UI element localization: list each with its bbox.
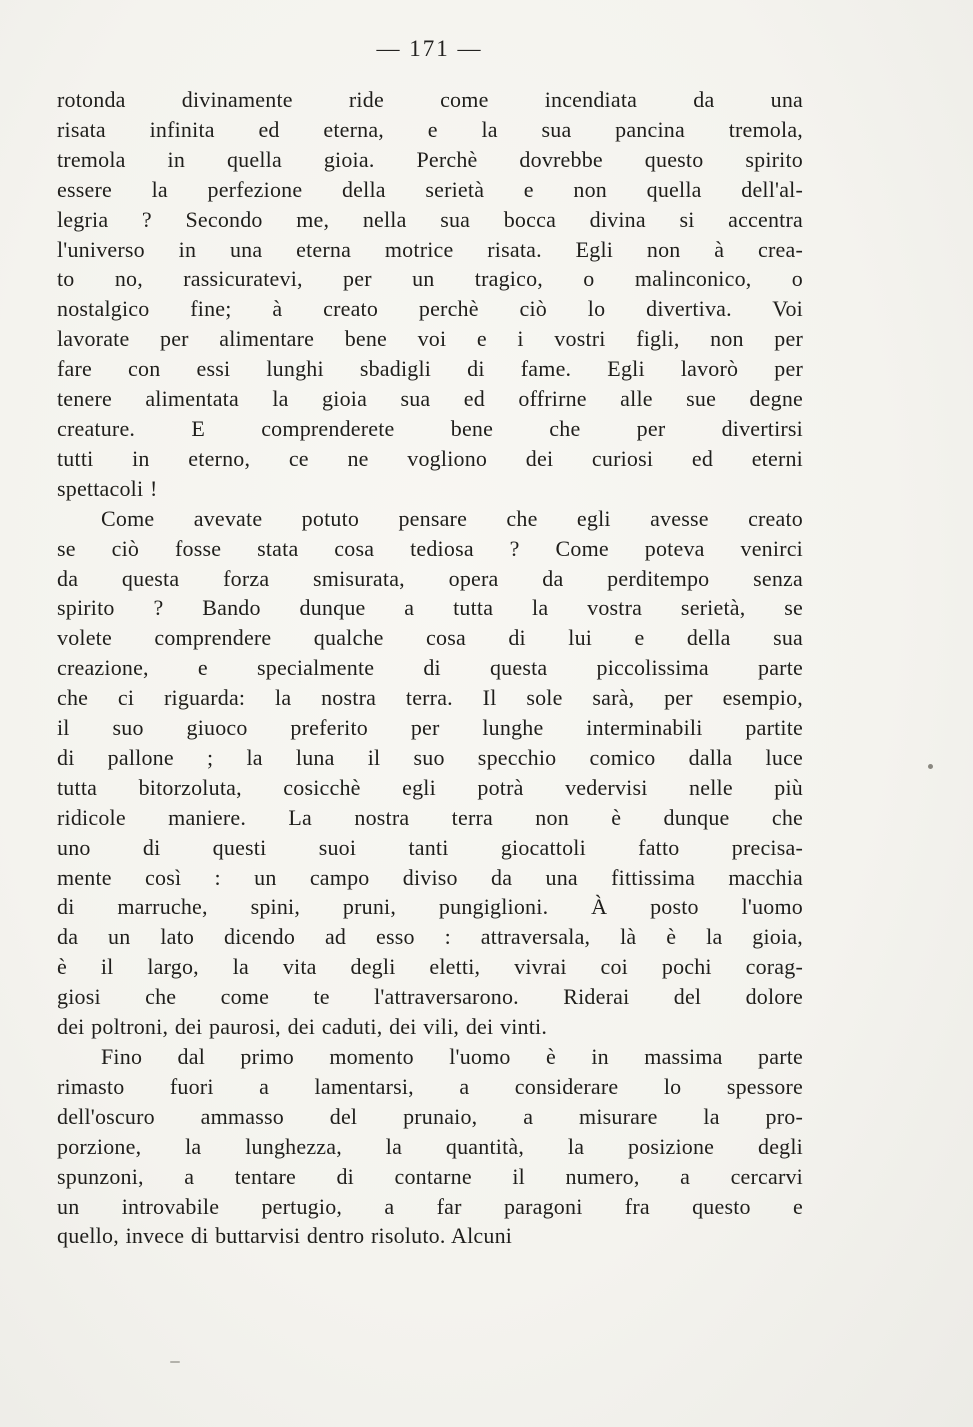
text-line: rimasto fuori a lamentarsi, a considerare lo spessore <box>57 1073 803 1099</box>
text-line: è il largo, la vita degli eletti, vivrai coi pochi corag- <box>57 954 803 980</box>
text-line: lavorate per alimentare bene voi e i vostri figli, non per <box>57 326 803 352</box>
paragraph <box>57 504 803 1042</box>
text-line: to no, rassicuratevi, per un tragico, o malinconico, o <box>57 266 803 292</box>
text-line: spirito ? Bando dunque a tutta la vostra serietà, se <box>57 595 803 621</box>
text-line: spunzoni, a tentare di contarne il numero, a cercarvi <box>57 1163 803 1189</box>
text-line: creature. E comprenderete bene che per divertirsi <box>57 415 803 441</box>
text-line: quello, invece di buttarvisi dentro risoluto. Alcuni <box>57 1223 513 1249</box>
text-line: se ciò fosse stata cosa tediosa ? Come poteva venirci <box>57 535 803 561</box>
text-line: essere la perfezione della serietà e non quella dell'al- <box>57 176 803 202</box>
text-line: un introvabile pertugio, a far paragoni fra questo e <box>57 1193 803 1219</box>
text-line: fare con essi lunghi sbadigli di fame. Egli lavorò per <box>57 356 803 382</box>
text-line: risata infinita ed eterna, e la sua pancina tremola, <box>57 116 803 142</box>
text-line: il suo giuoco preferito per lunghe interminabili partite <box>57 715 803 741</box>
text-line: rotonda divinamente ride come incendiata da una <box>57 87 803 112</box>
text-line: tremola in quella gioia. Perchè dovrebbe questo spirito <box>57 146 803 172</box>
text-line: ridicole maniere. La nostra terra non è dunque che <box>57 804 803 830</box>
text-line: dei poltroni, dei paurosi, dei caduti, dei vili, dei vinti. <box>57 1014 548 1040</box>
text-line: di marruche, spini, pruni, pungiglioni. À posto l'uomo <box>57 894 803 920</box>
text-line: giosi che come te l'attraversarono. Riderai del dolore <box>57 984 803 1010</box>
text-line: da questa forza smisurata, opera da perditempo senza <box>57 565 803 591</box>
page-number: — 171 — <box>376 36 483 61</box>
text-line: tenere alimentata la gioia sua ed offrirne alle sue degne <box>57 386 803 412</box>
text-line: legria ? Secondo me, nella sua bocca divina si accentra <box>57 206 803 232</box>
text-line: di pallone ; la luna il suo specchio comico dalla luce <box>57 744 803 770</box>
text-line: porzione, la lunghezza, la quantità, la posizione degli <box>57 1133 803 1159</box>
paragraph <box>57 1042 803 1251</box>
text-line: spettacoli ! <box>57 475 158 501</box>
text-line: volete comprendere qualche cosa di lui e della sua <box>57 625 803 651</box>
text-line: tutti in eterno, ce ne vogliono dei curiosi ed eterni <box>57 445 803 471</box>
text-line: dell'oscuro ammasso del prunaio, a misurare la pro- <box>57 1103 803 1129</box>
text-line: nostalgico fine; à creato perchè ciò lo divertiva. Voi <box>57 296 803 322</box>
scan-artifact <box>928 764 933 769</box>
text-line: Come avevate potuto pensare che egli avesse creato <box>101 505 803 531</box>
paragraph <box>57 85 803 504</box>
text-block <box>57 85 803 1251</box>
scan-artifact <box>170 1361 180 1363</box>
text-line: Fino dal primo momento l'uomo è in massima parte <box>101 1044 803 1069</box>
text-line: tutta bitorzoluta, cosicchè egli potrà vedervisi nelle più <box>57 774 803 800</box>
text-line: creazione, e specialmente di questa piccolissima parte <box>57 655 803 681</box>
text-line: che ci riguarda: la nostra terra. Il sole sarà, per esempio, <box>57 685 803 711</box>
text-line: mente così : un campo diviso da una fittissima macchia <box>57 864 803 890</box>
text-line: uno di questi suoi tanti giocattoli fatto precisa- <box>57 834 803 860</box>
text-line: l'universo in una eterna motrice risata. Egli non à crea- <box>57 236 803 262</box>
text-line: da un lato dicendo ad esso : attraversala, là è la gioia, <box>57 924 803 950</box>
